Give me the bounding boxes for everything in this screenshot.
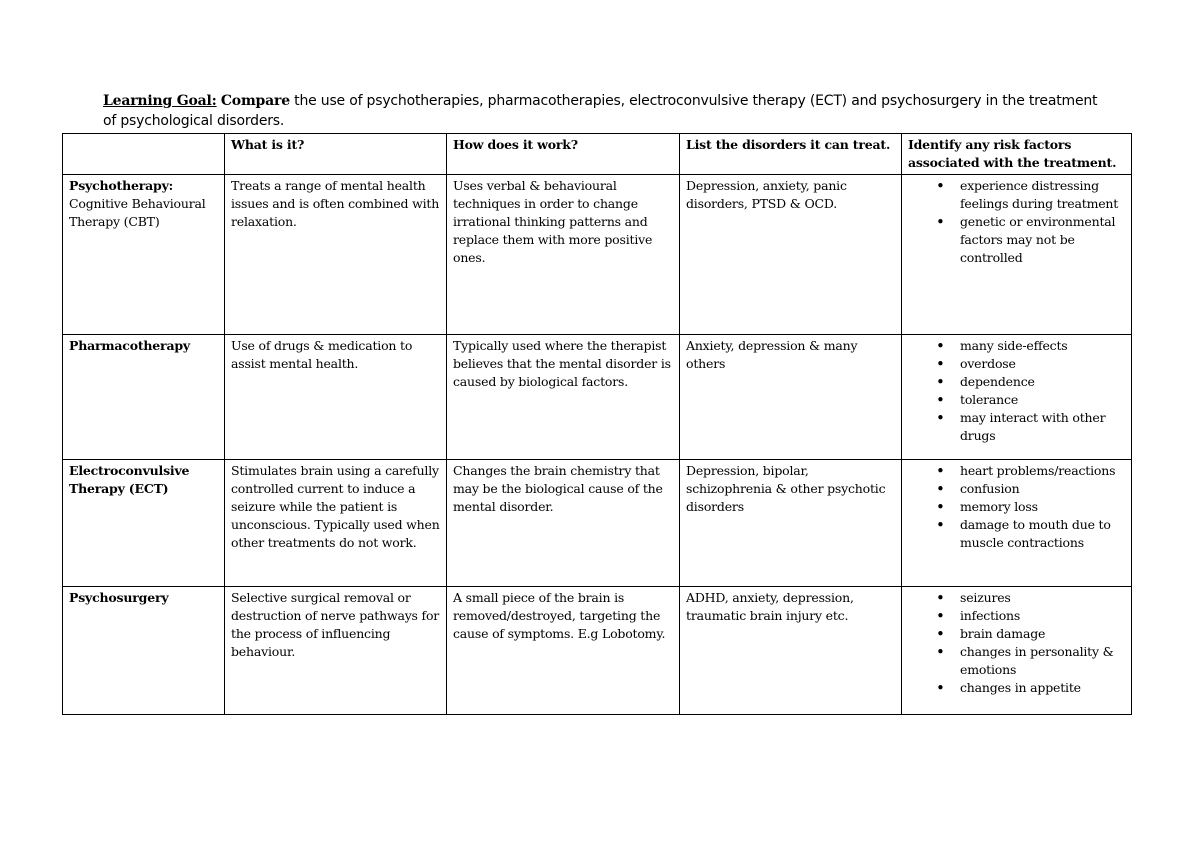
disorders-cell: Depression, anxiety, panic disorders, PTSD & OCD. <box>680 175 902 335</box>
table-row <box>63 175 1132 335</box>
risk-item: • tolerance <box>960 391 1125 409</box>
table-row <box>63 335 1132 460</box>
risk-list <box>908 589 1125 697</box>
risk-item: • confusion <box>960 480 1125 498</box>
how-it-works-cell: A small piece of the brain is removed/destroyed, targeting the cause of symptoms. E.g Lobotomy. <box>447 587 680 715</box>
risk-item: • genetic or environmental factors may not be controlled <box>960 213 1125 267</box>
header-how-does-it-work: How does it work? <box>447 134 680 175</box>
risk-item: • may interact with other drugs <box>960 409 1125 445</box>
learning-goal-verb: Compare <box>220 93 290 109</box>
risk-item: • changes in appetite <box>960 679 1125 697</box>
risk-list <box>908 177 1125 267</box>
risk-list <box>908 462 1125 552</box>
risk-factors-cell <box>902 175 1132 335</box>
treatment-name: Electroconvulsive Therapy (ECT) <box>69 463 190 496</box>
how-it-works-cell: Changes the brain chemistry that may be the biological cause of the mental disorder. <box>447 460 680 587</box>
risk-item: • brain damage <box>960 625 1125 643</box>
comparison-table <box>62 133 1132 715</box>
risk-item: • infections <box>960 607 1125 625</box>
disorders-cell: ADHD, anxiety, depression, traumatic brain injury etc. <box>680 587 902 715</box>
risk-item: • changes in personality & emotions <box>960 643 1125 679</box>
treatment-name-cell <box>63 335 225 460</box>
risk-item: • damage to mouth due to muscle contractions <box>960 516 1125 552</box>
table-row <box>63 460 1132 587</box>
risk-list <box>908 337 1125 445</box>
disorders-cell: Depression, bipolar, schizophrenia & other psychotic disorders <box>680 460 902 587</box>
risk-item: • memory loss <box>960 498 1125 516</box>
treatment-name: Pharmacotherapy <box>69 338 190 353</box>
how-it-works-cell: Uses verbal & behavioural techniques in order to change irrational thinking patterns and replace them with more positive ones. <box>447 175 680 335</box>
treatment-name-cell <box>63 587 225 715</box>
table-row <box>63 587 1132 715</box>
how-it-works-cell: Typically used where the therapist believes that the mental disorder is caused by biological factors. <box>447 335 680 460</box>
risk-item: • overdose <box>960 355 1125 373</box>
header-risk-factors: Identify any risk factors associated with the treatment. <box>902 134 1132 175</box>
learning-goal-label: Learning Goal: <box>103 93 217 109</box>
what-is-it-cell: Treats a range of mental health issues and is often combined with relaxation. <box>225 175 447 335</box>
treatment-name-cell <box>63 175 225 335</box>
what-is-it-cell: Use of drugs & medication to assist mental health. <box>225 335 447 460</box>
risk-item: • many side-effects <box>960 337 1125 355</box>
treatment-subname: Cognitive Behavioural Therapy (CBT) <box>69 196 206 229</box>
treatment-name-cell <box>63 460 225 587</box>
disorders-cell: Anxiety, depression & many others <box>680 335 902 460</box>
risk-item: • experience distressing feelings during treatment <box>960 177 1125 213</box>
treatment-name: Psychosurgery <box>69 590 169 605</box>
risk-factors-cell <box>902 460 1132 587</box>
what-is-it-cell: Selective surgical removal or destruction of nerve pathways for the process of influencing behaviour. <box>225 587 447 715</box>
learning-goal-text: the use of psychotherapies, pharmacotherapies, electroconvulsive therapy (ECT) and psychosurgery in the treatment of psychological disorders. <box>103 93 1098 129</box>
learning-goal <box>103 91 1103 131</box>
treatment-name: Psychotherapy: <box>69 178 174 193</box>
risk-item: • seizures <box>960 589 1125 607</box>
header-what-is-it: What is it? <box>225 134 447 175</box>
header-disorders: List the disorders it can treat. <box>680 134 902 175</box>
what-is-it-cell: Stimulates brain using a carefully controlled current to induce a seizure while the patient is unconscious. Typically used when other treatments do not work. <box>225 460 447 587</box>
risk-item: • dependence <box>960 373 1125 391</box>
risk-factors-cell <box>902 587 1132 715</box>
header-row <box>63 134 1132 175</box>
header-cell-empty <box>63 134 225 175</box>
risk-factors-cell <box>902 335 1132 460</box>
risk-item: • heart problems/reactions <box>960 462 1125 480</box>
